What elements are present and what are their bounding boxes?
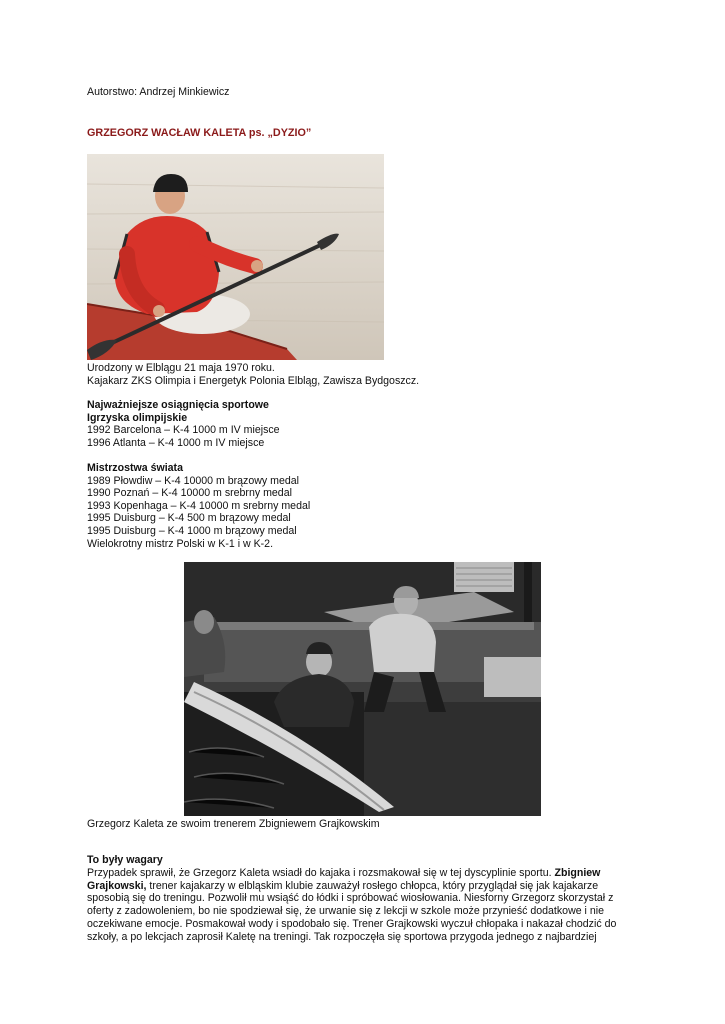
paragraph-line: szkoły, a po lekcjach zaprosił Kaletę na treningi. Tak rozpoczęła się sportowa przygoda jednego z najbardziej [87, 930, 597, 943]
worlds-block [87, 462, 310, 550]
section-heading: To były wagary [87, 854, 163, 866]
author-line: Autorstwo: Andrzej Minkiewicz [87, 86, 230, 98]
worlds-item: 1995 Duisburg – K-4 500 m brązowy medal [87, 512, 291, 525]
kayaker-photo [87, 154, 384, 360]
paragraph-line: sposobią się do treningu. Pozwolił mu wsiąść do łódki i spróbować wiosłowania. Niesforny Grzegorz skorzystał z [87, 892, 614, 905]
worlds-item: 1990 Poznań – K-4 10000 m srebrny medal [87, 487, 292, 500]
bio-block [87, 362, 419, 387]
bio-line: Urodzony w Elblągu 21 maja 1970 roku. [87, 362, 275, 374]
coach-photo [184, 562, 541, 816]
bio-line: Kajakarz ZKS Olimpia i Energetyk Polonia Elbląg, Zawisza Bydgoszcz. [87, 374, 420, 387]
achievements-heading: Najważniejsze osiągnięcia sportowe [87, 399, 269, 411]
page-title: GRZEGORZ WACŁAW KALETA ps. „DYZIO” [87, 127, 312, 139]
paragraph-line: Grajkowski, trener kajakarzy w elbląskim klubie zauważył rosłego chłopca, który przyglądał się jak kajakarze [87, 879, 599, 892]
story-section [87, 854, 647, 944]
olympics-item: 1992 Barcelona – K-4 1000 m IV miejsce [87, 424, 280, 437]
coach-illustration [184, 562, 541, 816]
paragraph-line: oczekiwane emocje. Posmakował wody i spodobało się. Trener Grajkowski wyczuł chłopaka i nakazał chodzić do [87, 917, 617, 930]
paragraph-line: oferty z zadowoleniem, bo nie spodziewał się, że urwanie się z lekcji w szkole może przynieść dodatkowe i nie [87, 905, 604, 918]
photo-caption: Grzegorz Kaleta ze swoim trenerem Zbigniewem Grajkowskim [87, 818, 380, 830]
worlds-heading: Mistrzostwa świata [87, 462, 183, 474]
worlds-item: Wielokrotny mistrz Polski w K-1 i w K-2. [87, 537, 274, 550]
olympics-heading: Igrzyska olimpijskie [87, 411, 188, 424]
olympics-item: 1996 Atlanta – K-4 1000 m IV miejsce [87, 436, 265, 449]
kayaker-illustration [87, 154, 384, 360]
achievements-block [87, 399, 280, 449]
paragraph-line: Przypadek sprawił, że Grzegorz Kaleta wsiadł do kajaka i rozsmakował się w tej dyscyplinie sportu. Zbigniew [87, 866, 601, 879]
worlds-item: 1993 Kopenhaga – K-4 10000 m srebrny medal [87, 499, 311, 512]
worlds-item: 1989 Płowdiw – K-4 10000 m brązowy medal [87, 474, 299, 487]
worlds-item: 1995 Duisburg – K-4 1000 m brązowy medal [87, 524, 297, 537]
